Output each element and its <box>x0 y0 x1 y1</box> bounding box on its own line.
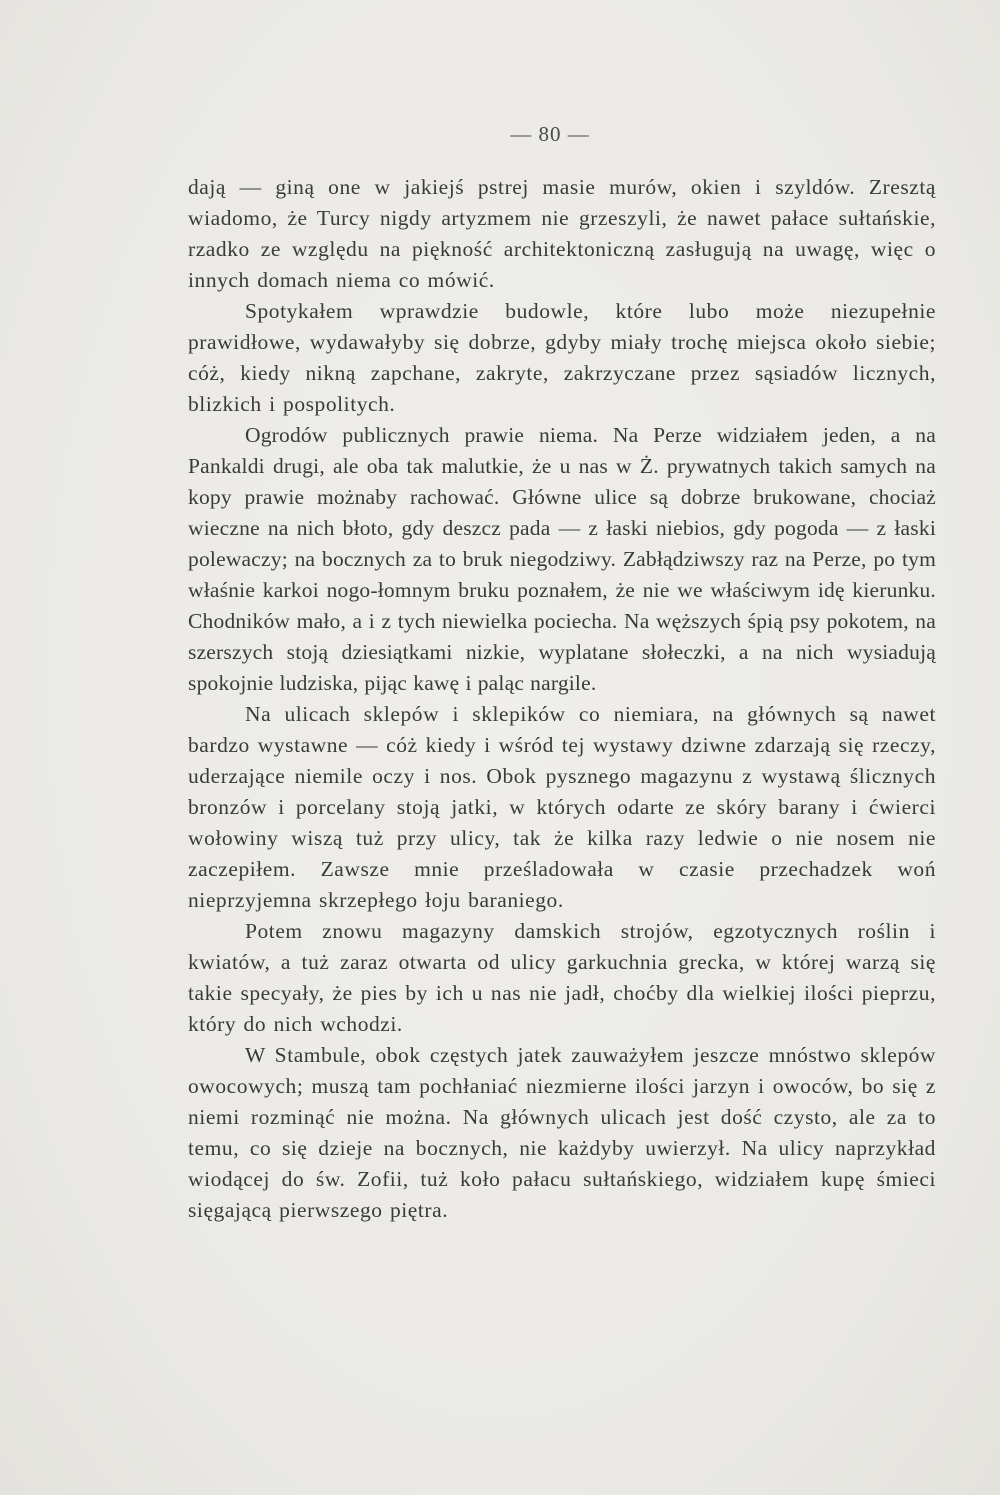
paragraph-5: Potem znowu magazyny damskich strojów, egzotycznych roślin i kwiatów, a tuż zaraz otwarta od ulicy garkuchnia grecka, w której warzą się takie specyały, że pies by ich u nas nie jadł, choćby dla wielkiej ilości pieprzu, który do nich wchodzi. <box>188 919 936 1036</box>
page-number: — 80 — <box>510 122 590 146</box>
paragraph-2: Spotykałem wprawdzie budowle, które lubo może niezupełnie prawidłowe, wydawałyby się dobrze, gdyby miały trochę miejsca około siebie; cóż, kiedy nikną zapchane, zakryte, zakrzyczane przez sąsiadów licznych, blizkich i pospolitych. <box>188 299 936 416</box>
paragraph-1: dają — giną one w jakiejś pstrej masie murów, okien i szyldów. Zresztą wiadomo, że Turcy nigdy artyzmem nie grzeszyli, że nawet pałace sułtańskie, rzadko ze względu na piękność architektoniczną zasługują na uwagę, więc o innych domach niema co mówić. <box>188 175 936 292</box>
paragraph-6: W Stambule, obok częstych jatek zauważyłem jeszcze mnóstwo sklepów owocowych; muszą tam pochłaniać niezmierne ilości jarzyn i owoców, bo się z niemi rozminąć nie można. Na głównych ulicach jest dość czysto, ale za to temu, co się dzieje na bocznych, nie każdyby uwierzył. Na ulicy naprzykład wiodącej do św. Zofii, tuż koło pałacu sułtańskiego, widziałem kupę śmieci sięgającą pierwszego piętra. <box>188 1043 936 1222</box>
paragraph-4: Na ulicach sklepów i sklepików co niemiara, na głównych są nawet bardzo wystawne — cóż kiedy i wśród tej wystawy dziwne zdarzają się rzeczy, uderzające niemile oczy i nos. Obok pysznego magazynu z wystawą ślicznych bronzów i porcelany stoją jatki, w których odarte ze skóry barany i ćwierci wołowiny wiszą tuż przy ulicy, tak że kilka razy ledwie o nie nosem nie zaczepiłem. Zawsze mnie prześladowała w czasie przechadzek woń nieprzyjemna skrzepłego łoju baraniego. <box>188 702 936 912</box>
body-text <box>188 172 936 1226</box>
paragraph-3: Ogrodów publicznych prawie niema. Na Perze widziałem jeden, a na Pankaldi drugi, ale oba tak malutkie, że u nas w Ż. prywatnych takich samych na kopy prawie możnaby rachować. Główne ulice są dobrze brukowane, chociaż wieczne na nich błoto, gdy deszcz pada — z łaski niebios, gdy pogoda — z łaski polewaczy; na bocznych za to bruk niegodziwy. Zabłądziwszy raz na Perze, po tym właśnie karkoi nogo-łomnym bruku poznałem, że nie we właściwym idę kierunku. Chodników mało, a i z tych niewielka pociecha. Na węższych śpią psy pokotem, na szerszych stoją dziesiątkami nizkie, wyplatane słołeczki, a na nich wysiadują spokojnie ludziska, pijąc kawę i paląc nargile. <box>188 423 936 695</box>
